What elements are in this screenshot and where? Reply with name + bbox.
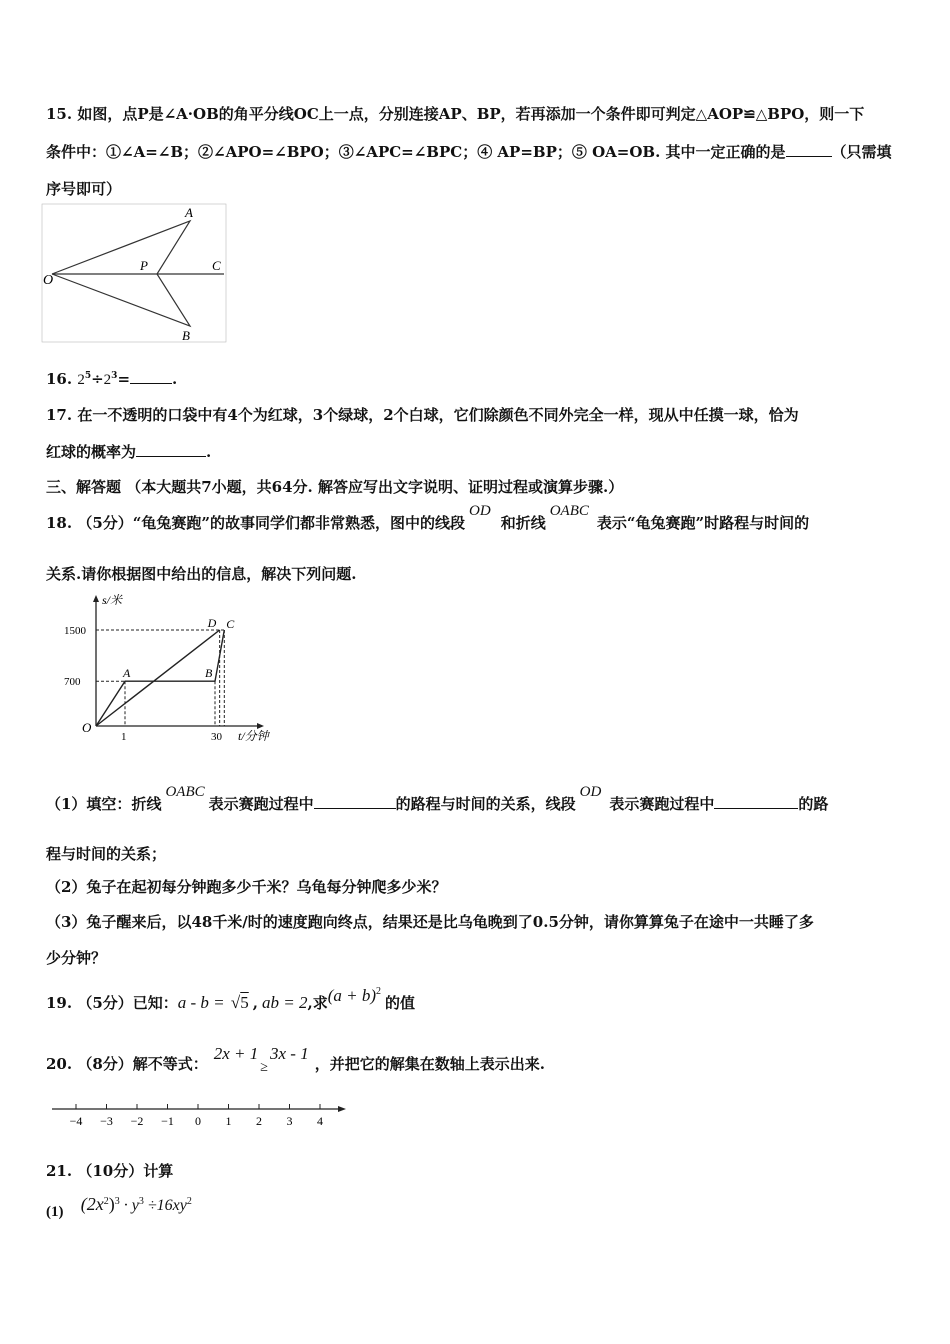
q18-text-b: 和折线 [500, 514, 546, 532]
q16-line [46, 369, 177, 389]
y-tick-label: 700 [64, 676, 81, 689]
q20-rhs: 3x - 1 [269, 1044, 309, 1063]
q18-oabc-label: OABC [549, 503, 589, 519]
q19-exp: 2 [376, 986, 381, 997]
q21-expr-b: ) [108, 1194, 115, 1214]
q21-title: 21. （10分）计算 [46, 1162, 174, 1180]
x-axis-label: t/分钟 [238, 729, 269, 743]
number-line-label: 1 [225, 1114, 232, 1128]
q21-exp-c: 3 [138, 1196, 144, 1207]
q18-sub1-od: OD [579, 784, 602, 800]
q21-expr-a: (2x [80, 1194, 104, 1214]
q17-line2 [46, 441, 211, 462]
q16-op: ÷ [91, 370, 104, 388]
q20-rel: ≥ [260, 1060, 268, 1075]
x-tick-label: 30 [211, 731, 222, 743]
q18-sub1-line [46, 784, 829, 814]
q18-line1 [46, 503, 810, 533]
q16-end: . [172, 370, 178, 388]
section-3-heading: 三、解答题 （本大题共7小题，共64分. 解答应写出文字说明、证明过程或演算步骤.） [46, 478, 624, 496]
q16-base2: 2 [103, 372, 112, 388]
number-line-label: −2 [130, 1114, 144, 1128]
answer-blank[interactable] [714, 794, 798, 809]
q17-end: . [206, 443, 212, 461]
q19-sep: , [252, 994, 258, 1012]
q15-line1: 15. 如图，点P是∠A·OB的角平分线OC上一点，分别连接AP、BP，若再添加一个条件即可判定△AOP≌△BPO，则一下 [46, 105, 865, 123]
label-p: P [140, 258, 148, 273]
q21-exp-d: 2 [186, 1196, 192, 1207]
y-axis-arrow [93, 595, 99, 602]
q21-expr-d: ÷16xy [143, 1197, 187, 1214]
point-label-a: A [123, 666, 131, 681]
label-c: C [212, 258, 221, 273]
answer-blank[interactable] [786, 142, 832, 157]
q15-line2-end: （只需填 [831, 143, 892, 161]
q18-sub1-cont: 程与时间的关系； [46, 845, 167, 863]
q19-expr3: (a + b) [327, 986, 376, 1005]
q17-line2-text: 红球的概率为 [46, 443, 137, 461]
q18-sub1-e: 的路 [798, 795, 829, 813]
q20-prefix: 20. （8分）解不等式： [46, 1055, 208, 1073]
q18-sub1-c: 的路程与时间的关系，线段 [395, 795, 576, 813]
q21-exp-b: 3 [114, 1196, 120, 1207]
y-axis-label: s/米 [102, 593, 123, 607]
q15-line2-text: 条件中：①∠A=∠B；②∠APO=∠BPO；③∠APC=∠BPC；④ AP=BP；⑤ OA=OB. 其中一定正确的是 [46, 143, 786, 161]
q18-sub1-b: 表示赛跑过程中 [208, 795, 314, 813]
q16-base: 2 [77, 372, 85, 388]
q18-text-c: 表示“龟兔赛跑”时路程与时间的 [596, 514, 810, 532]
q19-prefix: 19. （5分）已知： [46, 994, 178, 1012]
q19-expr1: a - b = [177, 993, 229, 1012]
q19-suffix: 的值 [385, 994, 416, 1012]
label-o: O [43, 273, 54, 288]
point-label-d: D [207, 616, 217, 630]
y-tick-label: 1500 [64, 625, 86, 637]
q21-expression [81, 1194, 192, 1215]
q20-number-line [50, 1100, 350, 1134]
q18-sub1-oabc: OABC [165, 784, 205, 800]
q18-sub3-line1: （3）兔子醒来后，以48千米/时的速度跑向终点，结果还是比乌龟晚到了0.5分钟，请你算算兔子在途中一共睡了多 [46, 913, 814, 931]
q18-sub1-d: 表示赛跑过程中 [609, 795, 715, 813]
q18-od-label: OD [469, 503, 491, 519]
series-od [96, 630, 220, 726]
q15-figure [42, 204, 226, 342]
q16-exp2: 3 [111, 371, 118, 381]
answer-blank[interactable] [136, 442, 206, 457]
number-line-label: 3 [286, 1114, 293, 1128]
q19-mid: ,求 [307, 994, 328, 1012]
point-label-c: C [226, 617, 235, 631]
label-b: B [182, 328, 190, 343]
q16-exp1: 5 [84, 371, 92, 381]
q20-suffix: ，并把它的解集在数轴上表示出来. [314, 1055, 545, 1073]
q18-chart [62, 590, 292, 750]
number-line-label: 4 [317, 1114, 323, 1128]
q18-sub2: （2）兔子在起初每分钟跑多少千米？乌龟每分钟爬多少米？ [46, 878, 447, 896]
label-a: A [185, 205, 193, 220]
answer-blank[interactable] [130, 369, 172, 384]
number-line-label: 0 [195, 1114, 201, 1128]
q20-line [46, 1044, 545, 1075]
q20-lhs: 2x + 1 [213, 1044, 259, 1063]
q18-sub3-line2: 少分钟？ [46, 949, 107, 967]
q21-sub1-label: (1) [46, 1204, 64, 1220]
number-line-arrow [338, 1106, 346, 1112]
q19-sqrt-val: 5 [240, 993, 249, 1012]
q19-line: 19. （5分）已知：a - b = √5 , ab = 2,求$(a + b)^2$的值 [46, 986, 416, 1012]
q18-text-a: 18. （5分）“龟兔赛跑”的故事同学们都非常熟悉，图中的线段 [46, 514, 466, 532]
q16-eq: = [117, 370, 131, 388]
number-line-label: −3 [100, 1114, 113, 1128]
q16-prefix: 16. [46, 370, 78, 388]
answer-blank[interactable] [314, 794, 396, 809]
number-line-label: −4 [69, 1114, 83, 1128]
x-tick-label: 1 [121, 731, 127, 743]
q21-expr-c: · y [119, 1197, 139, 1214]
q21-sub1 [46, 1194, 192, 1221]
q19-expr2: ab = 2 [261, 993, 308, 1012]
origin-label: O [82, 720, 92, 735]
number-line-label: −1 [161, 1114, 174, 1128]
q21-exp-a: 2 [103, 1196, 109, 1207]
q17-line1: 17. 在一不透明的口袋中有4个为红球，3个绿球，2个白球，它们除颜色不同外完全一样，现从中任摸一球，恰为 [46, 406, 799, 424]
point-label-b: B [205, 666, 213, 681]
q18-sub1-a: （1）填空：折线 [46, 795, 162, 813]
q15-line2 [46, 141, 892, 162]
q18-line2: 关系.请你根据图中给出的信息，解决下列问题. [46, 565, 357, 583]
number-line-label: 2 [256, 1114, 262, 1128]
q15-line3: 序号即可） [46, 180, 122, 198]
